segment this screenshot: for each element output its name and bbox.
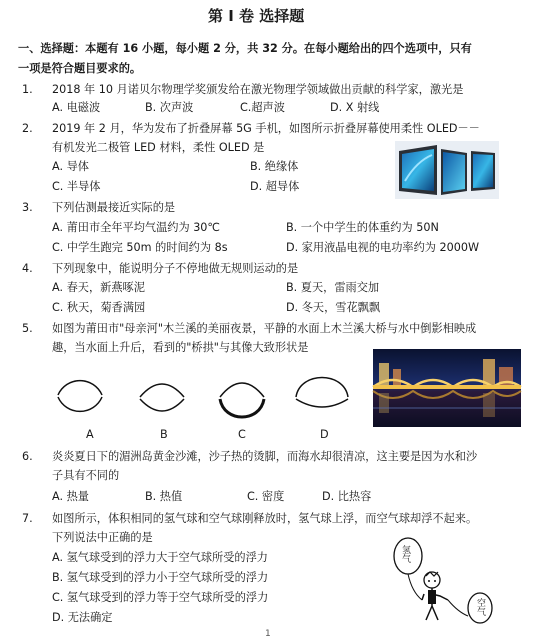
q2-number: 2. bbox=[22, 122, 33, 135]
q2-option-a: A. 导体 bbox=[52, 160, 89, 173]
q5-text-line1: 如图为莆田市"母亲河"木兰溪的美丽夜景，平静的水面上木兰溪大桥与水中倒影相映成 bbox=[52, 322, 477, 335]
q4-number: 4. bbox=[22, 262, 33, 275]
page-title: 第 I 卷 选择题 bbox=[208, 7, 305, 25]
page-number: 1 bbox=[265, 629, 271, 639]
q1-number: 1. bbox=[22, 83, 33, 96]
q5-label-d: D bbox=[320, 428, 329, 441]
q2-option-d: D. 超导体 bbox=[250, 180, 300, 193]
folding-phone-image bbox=[395, 141, 499, 199]
q6-option-d: D. 比热容 bbox=[322, 490, 372, 503]
q5-shape-b bbox=[132, 365, 192, 425]
q6-text-line2: 子具有不同的 bbox=[52, 469, 120, 482]
q4-option-d: D. 冬天，雪花飘飘 bbox=[286, 301, 381, 314]
q7-option-a: A. 氢气球受到的浮力大于空气球所受的浮力 bbox=[52, 551, 268, 564]
q5-label-c: C bbox=[238, 428, 246, 441]
q7-number: 7. bbox=[22, 512, 33, 525]
q5-label-b: B bbox=[160, 428, 168, 441]
q7-text-line2: 下列说法中正确的是 bbox=[52, 531, 153, 544]
q4-option-a: A. 春天，新燕啄泥 bbox=[52, 281, 145, 294]
q2-option-c: C. 半导体 bbox=[52, 180, 101, 193]
q7-text-line1: 如图所示，体积相同的氢气球和空气球刚释放时，氢气球上浮，而空气球却浮不起来。 bbox=[52, 512, 478, 525]
q2-option-b: B. 绝缘体 bbox=[250, 160, 299, 173]
q5-shape-d bbox=[290, 365, 354, 425]
q4-text: 下列现象中，能说明分子不停地做无规则运动的是 bbox=[52, 262, 299, 275]
q3-option-b: B. 一个中学生的体重约为 50N bbox=[286, 221, 439, 234]
bridge-night-photo bbox=[373, 349, 521, 427]
q7-option-b: B. 氢气球受到的浮力小于空气球所受的浮力 bbox=[52, 571, 269, 584]
q5-number: 5. bbox=[22, 322, 33, 335]
q6-number: 6. bbox=[22, 450, 33, 463]
q6-option-b: B. 热值 bbox=[145, 490, 183, 503]
q4-option-c: C. 秋天，菊香满园 bbox=[52, 301, 146, 314]
q3-text: 下列估测最接近实际的是 bbox=[52, 201, 176, 214]
q5-text-line2: 趣，当水面上升后，看到的"桥拱"与其像大致形状是 bbox=[52, 341, 309, 354]
q5-shape-a bbox=[50, 365, 110, 425]
q2-text-line2: 有机发光二极管 LED 材料，柔性 OLED 是 bbox=[52, 141, 265, 154]
q6-option-c: C. 密度 bbox=[247, 490, 285, 503]
air-balloon-label: 空气 bbox=[475, 598, 485, 616]
q2-text-line1: 2019 年 2 月，华为发布了折叠屏幕 5G 手机，如图所示折叠屏幕使用柔性 OLED－－ bbox=[52, 122, 480, 135]
q1-option-a: A. 电磁波 bbox=[52, 101, 101, 114]
q3-option-d: D. 家用液晶电视的电功率约为 2000W bbox=[286, 241, 480, 254]
q7-option-d: D. 无法确定 bbox=[52, 611, 113, 624]
hydrogen-balloon-label: 氢气 bbox=[400, 545, 410, 563]
q6-text-line1: 炎炎夏日下的湄洲岛黄金沙滩，沙子热的烫脚，而海水却很清凉，这主要是因为水和沙 bbox=[52, 450, 478, 463]
q5-label-a: A bbox=[86, 428, 94, 441]
q3-number: 3. bbox=[22, 201, 33, 214]
q1-option-d: D. X 射线 bbox=[330, 101, 380, 114]
q7-option-c: C. 氢气球受到的浮力等于空气球所受的浮力 bbox=[52, 591, 269, 604]
q1-text: 2018 年 10 月诺贝尔物理学奖颁发给在激光物理学领域做出贡献的科学家，激光是 bbox=[52, 83, 464, 96]
q1-option-b: B. 次声波 bbox=[145, 101, 194, 114]
section-heading-line2: 一项是符合题目要求的。 bbox=[18, 62, 142, 75]
q1-option-c: C.超声波 bbox=[240, 101, 285, 114]
q3-option-a: A. 莆田市全年平均气温约为 30℃ bbox=[52, 221, 220, 234]
q6-option-a: A. 热量 bbox=[52, 490, 89, 503]
q4-option-b: B. 夏天，雷雨交加 bbox=[286, 281, 380, 294]
section-heading-line1: 一、选择题：本题有 16 小题，每小题 2 分，共 32 分。在每小题给出的四个选项中，只有 bbox=[18, 42, 472, 55]
q5-shape-c bbox=[212, 365, 272, 425]
q3-option-c: C. 中学生跑完 50m 的时间约为 8s bbox=[52, 241, 228, 254]
